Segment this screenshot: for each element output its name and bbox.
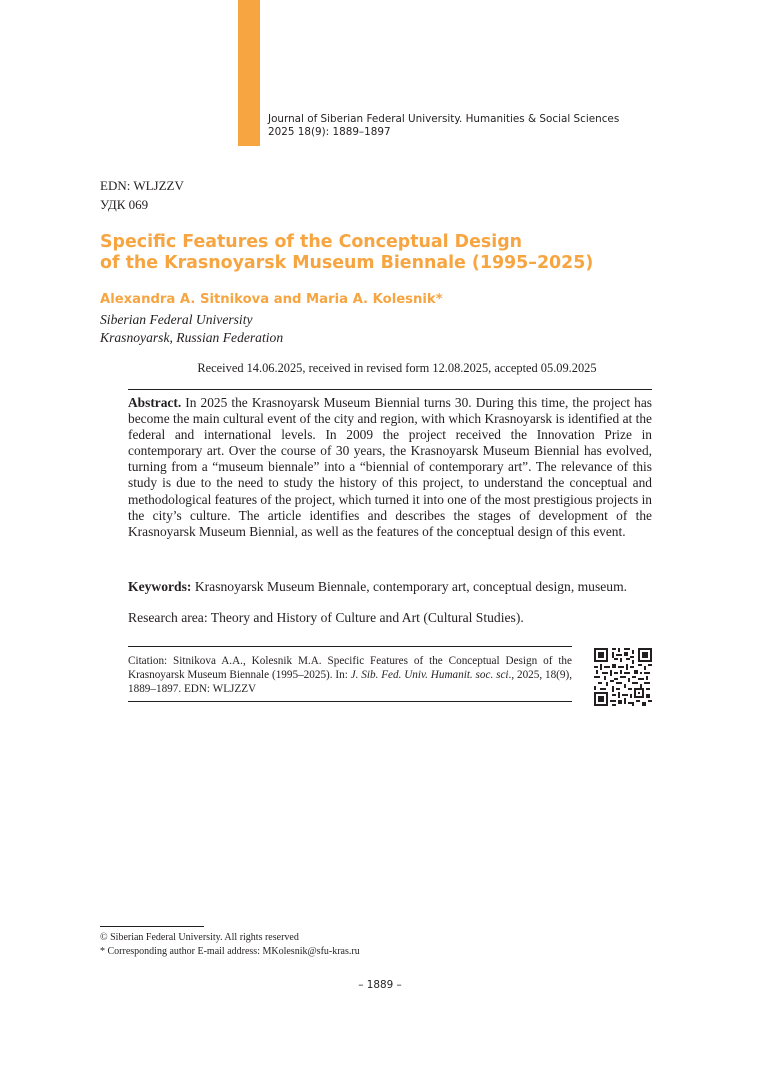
authors: Alexandra A. Sitnikova and Maria A. Kolesnik* bbox=[100, 292, 443, 307]
affiliation-block bbox=[100, 311, 283, 347]
citation-suffix: ., 2025, 18(9), 1889–1897. EDN: WLJZZV bbox=[128, 669, 573, 696]
title-line-2: of the Krasnoyarsk Museum Biennale (1995–2025) bbox=[100, 253, 594, 273]
copyright-notice: © Siberian Federal University. All rights reserved bbox=[100, 932, 299, 943]
citation bbox=[128, 654, 572, 697]
citation-prefix: Citation: Sitnikova A.A., Kolesnik M.A. Specific Features of the Conceptual Design of the Krasnoyarsk Museum Biennale (1995–2025). In: bbox=[128, 655, 572, 682]
journal-name: Journal of Siberian Federal University. Humanities & Social Sciences bbox=[268, 113, 620, 125]
keywords-text: Krasnoyarsk Museum Biennale, contemporary art, conceptual design, museum. bbox=[191, 579, 628, 594]
corresponding-author: * Corresponding author E-mail address: MKolesnik@sfu-kras.ru bbox=[100, 946, 360, 957]
journal-issue: 2025 18(9): 1889–1897 bbox=[268, 126, 391, 138]
orange-accent-bar bbox=[238, 0, 260, 146]
abstract-top-rule bbox=[128, 389, 652, 390]
research-area: Research area: Theory and History of Culture and Art (Cultural Studies). bbox=[128, 610, 524, 625]
location: Krasnoyarsk, Russian Federation bbox=[100, 330, 284, 345]
citation-journal: J. Sib. Fed. Univ. Humanit. soc. sci bbox=[350, 669, 509, 682]
citation-bottom-rule bbox=[128, 701, 572, 702]
abstract bbox=[128, 395, 652, 540]
keywords bbox=[128, 578, 652, 595]
qr-code-icon[interactable] bbox=[594, 648, 652, 706]
edn-code: EDN: WLJZZV bbox=[100, 178, 184, 193]
udk-code: УДК 069 bbox=[100, 197, 149, 212]
abstract-label: Abstract. bbox=[128, 395, 182, 410]
page-number: – 1889 – bbox=[358, 979, 402, 991]
abstract-text: In 2025 the Krasnoyarsk Museum Biennial turns 30. During this time, the project has become the main cultural event of the city and region, with which Krasnoyarsk is identified at the federal and international levels. In 2009 the project received the Innovation Prize in contemporary art. Over the course of 30 years, the Krasnoyarsk Museum Biennial has evolved, turning from a “museum biennale” into a “biennial of contemporary art”. The relevance of this study is due to the need to study the history of this project, to understand the conceptual and methodological features of the project, which turned it into one of the most prestigious projects in the city’s culture. The article identifies and describes the stages of development of the Krasnoyarsk Museum Biennial, as well as the features of the conceptual design of this event. bbox=[128, 395, 652, 539]
title-line-1: Specific Features of the Conceptual Design bbox=[100, 232, 523, 252]
article-identifiers bbox=[100, 176, 184, 214]
article-title bbox=[100, 232, 660, 274]
footnote-rule bbox=[100, 926, 204, 927]
keywords-label: Keywords: bbox=[128, 579, 192, 594]
journal-header bbox=[268, 113, 619, 139]
citation-top-rule bbox=[128, 646, 572, 647]
received-dates: Received 14.06.2025, received in revised form 12.08.2025, accepted 05.09.2025 bbox=[197, 361, 597, 375]
affiliation: Siberian Federal University bbox=[100, 312, 253, 327]
